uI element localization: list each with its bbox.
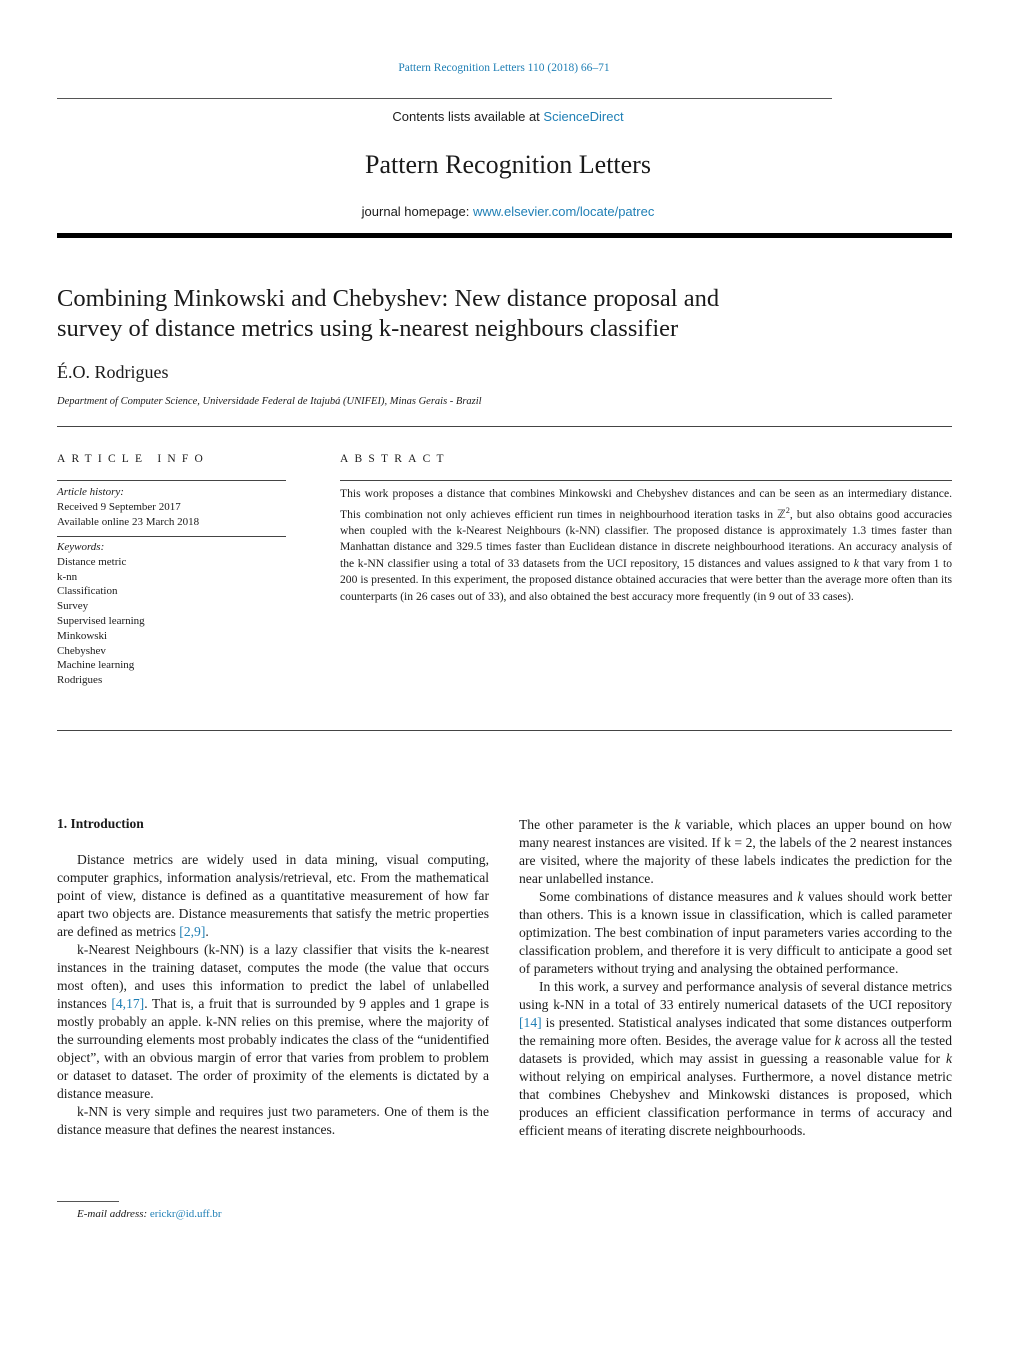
abstract-text [340,486,952,605]
keyword-item: k-nn [57,570,78,583]
paragraph [519,888,952,978]
available-date: Available online 23 March 2018 [57,515,200,528]
info-rule-1 [57,480,286,481]
abstract-bottom-rule [57,730,952,731]
k-variable: k [945,1051,952,1066]
superscript: 2 [785,505,790,515]
k-variable: k [834,1033,841,1048]
journal-citation[interactable]: Pattern Recognition Letters 110 (2018) 66–71 [398,62,610,74]
title-line-1: Combining Minkowski and Chebyshev: New distance proposal and [57,285,720,312]
keyword-item: Supervised learning [57,614,145,627]
article-history [57,485,286,529]
keyword-item: Machine learning [57,659,135,672]
footnote [77,1208,222,1220]
abstract-heading: ABSTRACT [340,453,450,465]
text: is presented. Statistical analyses indicated that some distances outperform the remaining more often. Besides, the average value for [519,1015,952,1048]
email-link[interactable]: erickr@id.uff.br [149,1208,222,1220]
title-line-2: survey of distance metrics using k-nearest neighbours classifier [57,315,679,342]
journal-title: Pattern Recognition Letters [365,150,651,179]
text: values should work better than others. This is a known issue in classification, which is called parameter optimization. The best combination of input parameters varies according to the classification problem, and therefore it is very difficult to anticipate a good set of parameters without trying and analysing the obtained performance. [519,889,952,976]
keyword-item: Survey [57,600,89,613]
abstract-part: , but also obtains good accuracies when coupled with the k-Nearest Neighbours (k-NN) classifier. The proposed distance is approximately 1.3 times faster than Manhattan distance and 329.5 times faster than Euclidean distance in discrete neighbourhood iterations. An accuracy analysis of the k-NN classifier using a total of 33 datasets from the UCI repository, 15 distances and values assigned to [340,507,953,570]
text: . [205,924,209,939]
text: across all the tested datasets is provided, which may assist in guessing a reasonable value for [519,1033,953,1066]
paragraph [519,816,952,888]
title-rule [57,426,952,427]
header-rule [57,98,832,99]
citation-link[interactable]: [14] [519,1015,542,1030]
article-title [57,284,817,344]
text: Some combinations of distance measures and [539,889,798,904]
keyword-item: Classification [57,585,118,598]
keywords-label: Keywords: [57,541,105,553]
footnote-rule [57,1201,119,1202]
text: k-Nearest Neighbours (k-NN) is a lazy classifier that visits the k-nearest instances in the training dataset, computes the mode (the value that occurs most often), and uses this information to predict the label of unlabelled instances [57,942,489,1011]
homepage-link[interactable]: www.elsevier.com/locate/patrec [472,204,655,219]
paragraph [57,941,489,1103]
keyword-item: Minkowski [57,629,108,642]
k-variable: k [797,889,804,904]
received-date: Received 9 September 2017 [57,500,181,513]
abstract-part: that vary from 1 to 200 is presented. In this experiment, the proposed distance obtained accuracies that were better than the average more often than its counterparts (in 26 cases out of 33), and also obtained the best accuracy more frequently (in 9 out of 33 cases). [340,556,952,603]
section-heading: 1. Introduction [57,816,144,831]
email-label: E-mail address: [77,1208,150,1220]
k-variable: k [674,817,681,832]
text: Distance metrics are widely used in data mining, visual computing, computer graphics, information analysis/retrieval, etc. From the mathematical point of view, distance is defined as a quantitative measurement of how far apart two objects are. Distance measurements that satisfy the metric properties are defined as metrics [57,852,489,939]
contents-line [0,109,1016,124]
sciencedirect-link[interactable]: ScienceDirect [543,109,624,124]
citation-link[interactable]: [2,9] [179,924,206,939]
citation-link[interactable]: [4,17] [111,996,145,1011]
paragraph: k-NN is very simple and requires just two parameters. One of them is the distance measure that defines the nearest instances. [57,1104,489,1137]
info-rule-2 [57,536,286,537]
text: . That is, a fruit that is surrounded by 9 apples and 1 grape is mostly probably an apple. k-NN relies on this premise, where the majority of the surrounding elements most probably indicates the class of the “unidentified object”, with an obvious margin of error that varies from problem to problem or dataset to dataset. The order of proximity of the elements is dictated by a distance measure. [57,996,489,1101]
article-info-heading: ARTICLE INFO [57,453,209,465]
text: variable, which places an upper bound on how many nearest instances are visited. If k = 2, the labels of the 2 nearest instances are visited, where the majority of these labels indicates the prediction for the near unlabelled instance. [519,817,952,886]
keyword-item: Chebyshev [57,644,106,657]
paragraph [519,978,952,1140]
homepage-line [0,204,1016,219]
thick-divider [57,233,952,238]
paragraph [57,851,489,941]
text: without relying on empirical analyses. Furthermore, a novel distance metric that combines Chebyshev and Minkowski distances is proposed, which produces an efficient classification performance in terms of accuracy and efficient means of iterating discrete neighbourhoods. [519,1069,952,1138]
homepage-prefix: journal homepage: [361,204,473,219]
right-column [519,816,952,1140]
k-variable: k [853,556,859,570]
author-name: É.O. Rodrigues [57,362,169,382]
abstract-rule [340,480,952,481]
text: In this work, a survey and performance analysis of several distance metrics using k-NN in a total of 33 entirely numerical datasets of the UCI repository [519,979,952,1012]
keywords-block [57,540,286,688]
abstract-part: This work proposes a distance that combines Minkowski and Chebyshev distances and can be seen as an intermediary distance. This combination not only achieves efficient run times in neighbourhood iteration tasks in [340,487,952,521]
integer-set-symbol: ℤ [777,507,786,521]
text: The other parameter is the [519,817,675,832]
affiliation: Department of Computer Science, Universidade Federal de Itajubá (UNIFEI), Minas Gerais - Brazil [57,396,482,407]
history-label: Article history: [57,486,124,498]
contents-prefix: Contents lists available at [392,109,544,124]
left-column [57,851,489,1139]
keyword-item: Rodrigues [57,674,103,687]
keyword-item: Distance metric [57,555,127,568]
